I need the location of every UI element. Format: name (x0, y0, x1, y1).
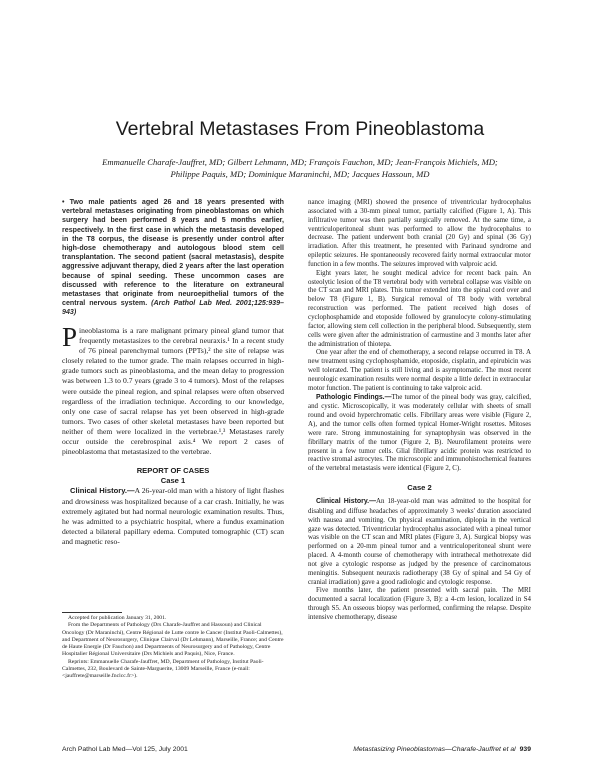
page-number: 939 (519, 746, 531, 753)
abstract-citation: (Arch Pathol Lab Med. 2001;125:939–943) (62, 299, 284, 317)
footnote-reprints: Reprints: Emmanuelle Charafe-Jauffret, MD, Department of Pathology, Institut Paoli-Calmettes, 232, Boulevard de Sainte-Marguerite, 13009 Marseille, France (e-mail: <jauffrete@marseille.fnclcc.fr>). (62, 658, 264, 680)
footnote-accepted: Accepted for publication January 31, 2001. (68, 615, 167, 621)
case1-history-label: Clinical History.— (70, 486, 135, 496)
case1-continued: nance imaging (MRI) showed the presence of triventricular hydrocephalus associated with a 30-mm pineal tumor, partially calcified (Figure 1, A). This infiltrative tumor was then partially surgically removed. At the same time, a ventriculoperitoneal shunt was performed to allow the hydrocephalus to decrease. The patient underwent both cranial (20 Gy) and spinal (36 Gy) irradiation. After this treatment, he presented with Parinaud syndrome and epileptic seizures. He spontaneously recovered fairly normal extraocular motor function in a few months. The seizures improved with valproic acid. (308, 198, 531, 268)
journal-info: Arch Pathol Lab Med—Vol 125, July 2001 (62, 746, 188, 753)
running-title-wrap (353, 746, 531, 753)
case2-history-label: Clinical History.— (316, 498, 377, 505)
case1-paragraph-2: Eight years later, he sought medical advice for recent back pain. An osteolytic lesion of the T8 vertebral body with vertebral collapse was visible on the CT scan and MRI plates. This tumor extended into the spinal cord over and below T8 (Figure 1, B). Surgical removal of T8 body with vertebral reconstruction was performed. The patient received high doses of cyclophosphamide and etoposide followed by granulocyte colony-stimulating factor, allowing stem cell collection in the peripheral blood. Subsequently, stem cells were given after the administration of carmustine and 3 months later after the administration of thiotepa. (308, 268, 531, 348)
report-of-cases-heading: REPORT OF CASES (136, 466, 210, 476)
footnote-affiliations: From the Departments of Pathology (Drs Charafe-Jauffret and Hassoun) and Clinical Oncology (Dr Maraninchi), Centre Régional de Lutte contre le Cancer (Institut Paoli-Calmettes), and Department of Neurosurgery, Clinique Clairval (Dr Lehmann), Marseille, France; and Centre de Haute Energie (Dr Fauchon) and Departments of Neurosurgery and of Pathology, Centre Hospitalier Régional Universitaire (Drs Michiels and Paquis), Nice, France. (62, 622, 284, 658)
author-line-2: Philippe Paquis, MD; Dominique Maraninchi, MD; Jacques Hassoun, MD (170, 169, 430, 179)
intro-text: ineoblastoma is a rare malignant primary pineal gland tumor that frequently metastasizes to the cerebral neuraxis.¹ In a recent study of 76 pineal parenchymal tumors (PPTs),² the site of relapse was closely related to the tumor grade. The main relapses occurred in high-grade tumors such as pineoblastoma, and the mean delay to progression was between 1.3 to 0.7 years (grade 3 to 4 tumors). Most of the relapses were outside the pineal region, and spinal relapses were often observed regardless of the irradiation technique. According to our knowledge, only one case of sacral relapse has yet been observed in high-grade tumors. Two cases of other skeletal metastases have been reported but neither of them were localized in the vertebrae.¹,³ Metastases rarely occur outside the cerebrospinal axis.⁴ We report 2 cases of pineoblastoma that metastasized to the vertebrae. (62, 326, 284, 457)
case2-history-text: An 18-year-old man was admitted to the hospital for disabling and diffuse headaches of approximately 3 weeks' duration associated with nausea and vomiting. On physical examination, diplopia in the vertical gaze was detected. Triventricular hydrocephalus associated with a pineal tumor was visible on the CT scan and MRI plates (Figure 3, A). Surgical biopsy was performed on a 20-mm pineal tumor and a ventriculoperitoneal shunt were placed. A 4-month course of chemotherapy with intrathecal methotrexate did not give a cytologic response as judged by the presence of carcinomatous meningitis. Subsequent neuraxis radiotherapy (38 Gy of spinal and 54 Gy of cranial irradiation) gave a good radiologic and cytologic response. (308, 497, 532, 586)
case1-history-paragraph (62, 486, 284, 547)
right-body-column (308, 198, 531, 622)
article-title: Vertebral Metastases From Pineoblastoma (115, 118, 485, 140)
abstract-text: • Two male patients aged 26 and 18 years presented with vertebral metastases originating from pineoblastomas on which surgery had been performed 8 years and 5 months earlier, respectively. In the first case in which the metastasis developed in the T8 corpus, the disease is presently under control after high-dose chemotherapy and autologous blood stem cell transplantation. The second patient (sacral metastasis), despite aggressive adjuvant therapy, died 2 years after the last operation because of spinal seeding. These uncommon cases are discussed with reference to the literature on extraneural metastases that originate from neuroepithelial tumors of the central nervous system. (62, 198, 284, 308)
author-line-1: Emmanuelle Charafe-Jauffret, MD; Gilbert Lehmann, MD; François Fauchon, MD; Jean-François Michiels, MD; (102, 157, 498, 167)
footnote-rule (62, 612, 122, 613)
case1-pathology-text: The tumor of the pineal body was gray, calcified, and cystic. Microscopically, it was moderately cellular with sheets of small round and ovoid hyperchromatic cells. Fibrillary areas were visible (Figure 2, A), and the tumor cells often formed typical Homer-Wright rosettes. Mitoses were rare. Strong immunostaining for synaptophysin was observed in the fibrillary matrix of the tumor (Figure 2, B). Neurofilament proteins were present in a few tumor cells. Glial fibrillary acidic protein was restricted to reactive stromal astrocytes. The microscopic and immunohistochemical features of the vertebral metastasis were identical (Figure 2, C). (308, 392, 531, 473)
case2-heading: Case 2 (407, 483, 432, 493)
case1-heading: Case 1 (160, 476, 186, 486)
case1-history-text: A 26-year-old man with a history of light flashes and drowsiness was hospitalized because of a car crash. Initially, he was extremely agitated but had normal neurologic examination results. Thus, he was admitted to a psychiatric hospital, where a fundus examination detected a bilateral papillary edema. Computed tomographic (CT) scan and magnetic reso- (62, 486, 284, 546)
running-title: Metastasizing Pineoblastomas—Charafe-Jauffret et al (353, 746, 516, 753)
intro-paragraph (62, 322, 284, 457)
case2-history-paragraph (308, 497, 531, 586)
case1-pathology-label: Pathologic Findings.— (316, 393, 392, 401)
footnotes (62, 615, 284, 681)
case1-paragraph-3: One year after the end of chemotherapy, a second relapse occurred in T8. A new treatment using cyclophosphamide, etoposide, cisplatin, and epirubicin was well tolerated. The patient is still living and is asymptomatic. The most recent neurologic examination results were normal despite a little defect in extraocular motor function. The patient is continuing to take valproic acid. (308, 348, 531, 392)
case1-pathology-paragraph (308, 393, 531, 474)
drop-cap: P (62, 322, 78, 352)
case2-paragraph-2: Five months later, the patient presented with sacral pain. The MRI documented a sacral localization (Figure 3, B): a 4-cm lesion, localized in S4 through S5. An osseous biopsy was performed, confirming the relapse. Despite intensive chemotherapy, disease (308, 586, 531, 621)
author-list (60, 156, 540, 180)
abstract (62, 198, 284, 318)
left-body-column (62, 322, 284, 547)
